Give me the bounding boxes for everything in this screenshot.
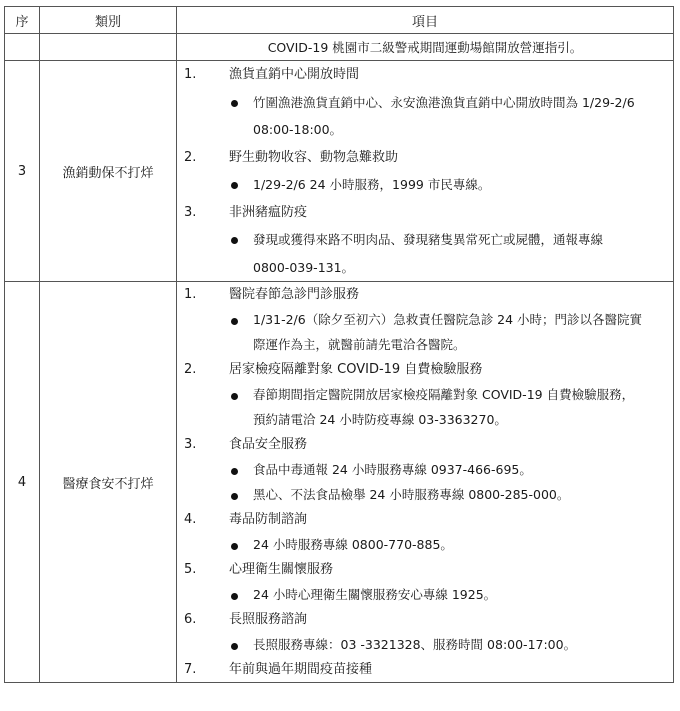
bullet-continuation <box>177 407 673 432</box>
item-number: 1. <box>184 67 197 82</box>
row-items <box>177 61 674 282</box>
notice-text: COVID-19 桃園市二級警戒期間運動場館開放營運指引。 <box>177 34 674 61</box>
item-title: 野生動物收容、動物急難救助 <box>229 149 399 165</box>
bullet-icon <box>231 393 238 400</box>
bullet-item <box>177 582 673 607</box>
bullet-text: 0800-039-131。 <box>253 259 355 275</box>
bullet-icon <box>231 643 238 650</box>
list-item <box>177 199 673 227</box>
bullet-icon <box>231 543 238 550</box>
list-item <box>177 557 673 582</box>
bullet-item <box>177 457 673 482</box>
row-seq: 3 <box>5 61 40 282</box>
list-item <box>177 144 673 172</box>
bullet-text: 1/29-2/6 24 小時服務，1999 市民專線。 <box>253 177 491 192</box>
notice-seq-cell <box>5 34 40 61</box>
bullet-text: 1/31-2/6（除夕至初六）急救責任醫院急診 24 小時；門診以各醫院實 <box>253 312 643 327</box>
bullet-icon <box>231 182 238 189</box>
notice-row <box>5 34 674 61</box>
list-item <box>177 282 673 307</box>
table-row <box>5 282 674 683</box>
item-number: 3. <box>184 204 197 220</box>
header-seq: 序 <box>5 7 40 34</box>
guidance-table <box>4 6 674 683</box>
bullet-item <box>177 482 673 507</box>
bullet-icon <box>231 593 238 600</box>
bullet-item <box>177 226 673 254</box>
list-item <box>177 507 673 532</box>
bullet-text: 預約請電洽 24 小時防疫專線 03-3363270。 <box>253 412 507 427</box>
bullet-item <box>177 632 673 657</box>
list-item <box>177 432 673 457</box>
bullet-text: 食品中毒通報 24 小時服務專線 0937-466-695。 <box>253 462 532 477</box>
bullet-item <box>177 89 673 117</box>
list-item <box>177 61 673 89</box>
bullet-icon <box>231 493 238 500</box>
item-number: 2. <box>184 149 197 165</box>
bullet-item <box>177 382 673 407</box>
item-number: 2. <box>184 362 197 377</box>
bullet-item <box>177 532 673 557</box>
table-row <box>5 61 674 282</box>
header-item: 項目 <box>177 7 674 34</box>
bullet-text: 竹圍漁港漁貨直銷中心、永安漁港漁貨直銷中心開放時間為 1/29-2/6 <box>253 94 635 110</box>
bullet-text: 08:00-18:00。 <box>253 122 343 137</box>
bullet-icon <box>231 318 238 325</box>
bullet-text: 24 小時服務專線 0800-770-885。 <box>253 537 453 552</box>
bullet-item <box>177 307 673 332</box>
header-category: 類別 <box>40 7 177 34</box>
item-title: 年前與過年期間疫苗接種 <box>229 662 373 677</box>
item-number: 4. <box>184 512 197 527</box>
bullet-icon <box>231 237 238 244</box>
row-seq: 4 <box>5 282 40 683</box>
bullet-item <box>177 171 673 199</box>
row-category: 醫療食安不打烊 <box>40 282 177 683</box>
header-row <box>5 7 674 34</box>
item-title: 醫院春節急診門診服務 <box>229 287 360 302</box>
bullet-continuation <box>177 254 673 282</box>
bullet-text: 24 小時心理衛生關懷服務安心專線 1925。 <box>253 587 497 602</box>
bullet-text: 際運作為主，就醫前請先電洽各醫院。 <box>253 337 466 352</box>
item-title: 長照服務諮詢 <box>229 612 308 627</box>
item-number: 1. <box>184 287 197 302</box>
bullet-continuation <box>177 116 673 144</box>
list-item <box>177 357 673 382</box>
bullet-icon <box>231 468 238 475</box>
item-number: 3. <box>184 437 197 452</box>
bullet-icon <box>231 100 238 107</box>
bullet-text: 發現或獲得來路不明肉品、發現豬隻異常死亡或屍體，通報專線 <box>253 232 604 247</box>
row-category: 漁銷動保不打烊 <box>40 61 177 282</box>
list-item <box>177 607 673 632</box>
item-number: 7. <box>184 662 197 677</box>
row-items <box>177 282 674 683</box>
bullet-continuation <box>177 332 673 357</box>
item-title: 食品安全服務 <box>229 437 308 452</box>
item-title: 居家檢疫隔離對象 COVID-19 自費檢驗服務 <box>229 362 483 377</box>
item-title: 漁貨直銷中心開放時間 <box>229 67 360 82</box>
list-item <box>177 657 673 682</box>
bullet-text: 黑心、不法食品檢舉 24 小時服務專線 0800-285-000。 <box>253 487 570 502</box>
bullet-text: 春節期間指定醫院開放居家檢疫隔離對象 COVID-19 自費檢驗服務， <box>253 387 635 402</box>
bullet-text: 長照服務專線：03 -3321328、服務時間 08:00-17:00。 <box>253 637 577 652</box>
notice-category-cell <box>40 34 177 61</box>
item-title: 毒品防制諮詢 <box>229 512 308 527</box>
item-number: 5. <box>184 562 197 577</box>
item-number: 6. <box>184 612 197 627</box>
item-title: 非洲豬瘟防疫 <box>229 204 308 220</box>
item-title: 心理衛生關懷服務 <box>229 562 334 577</box>
